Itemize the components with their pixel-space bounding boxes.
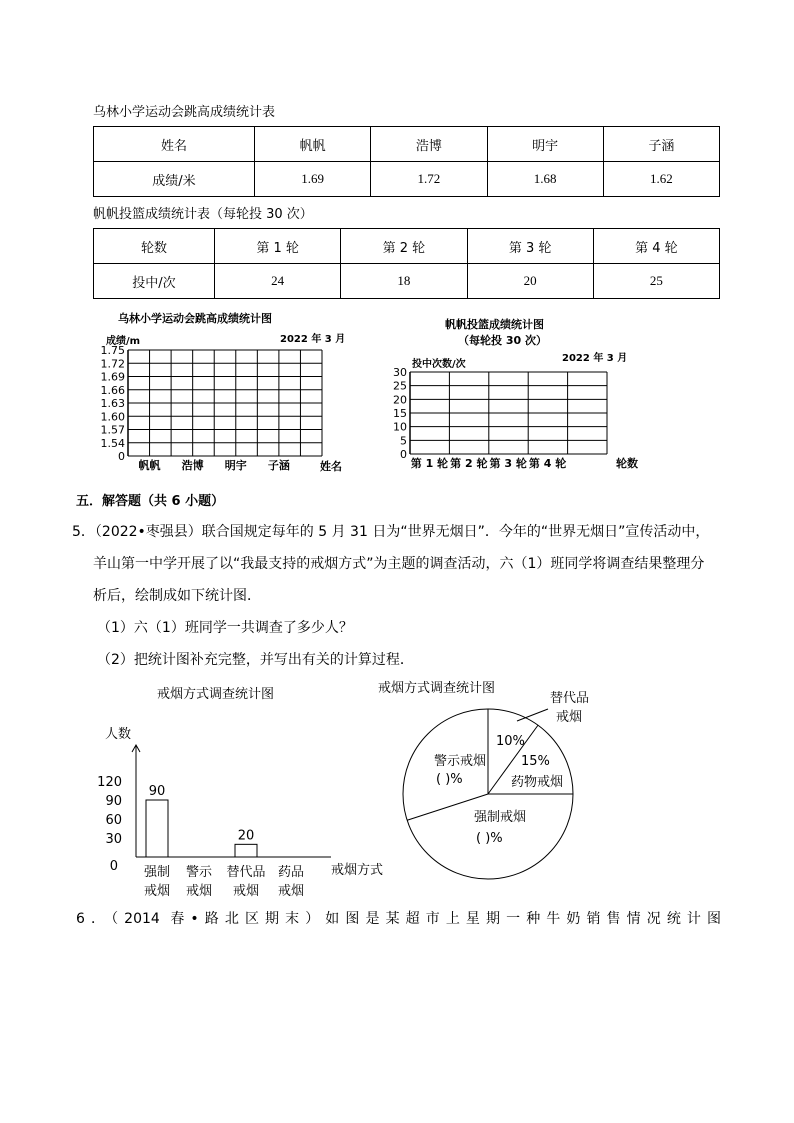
- smoking-bar-chart: [95, 680, 395, 900]
- y-tick-label: 5: [400, 434, 407, 448]
- x-tick-label: 浩博: [181, 459, 204, 472]
- jump-line-chart: [90, 305, 370, 475]
- pie-slice-name: 替代品: [550, 691, 590, 706]
- x-tick-label: 戒烟: [277, 884, 305, 899]
- chart-subtitle: （每轮投 30 次）: [458, 334, 547, 347]
- x-tick-label: 第 4 轮: [528, 457, 567, 470]
- shooting-line-chart: [390, 312, 650, 477]
- y-tick-label: 1.69: [100, 370, 125, 384]
- bar: [235, 844, 257, 857]
- y-tick-label: 25: [393, 379, 407, 393]
- x-tick-label: 警示: [185, 865, 213, 880]
- y-tick-label: 30: [105, 832, 122, 847]
- y-axis-label: 人数: [105, 727, 132, 742]
- y-tick-label: 1.75: [100, 344, 125, 357]
- y-tick-label: 1.54: [100, 436, 125, 450]
- y-tick-label: 1.63: [100, 397, 125, 410]
- y-tick-label: 1.60: [100, 410, 125, 424]
- chart-grid: [128, 350, 322, 456]
- table-cell: 24: [215, 264, 341, 299]
- q5-sub2: （2）把统计图补充完整，并写出有关的计算过程．: [97, 652, 414, 668]
- table-header-cell: 轮数: [94, 229, 215, 264]
- x-tick-label: 明宇: [224, 459, 247, 472]
- x-tick-label: 第 2 轮: [450, 457, 488, 470]
- chart-date: 2022 年 3 月: [562, 353, 628, 364]
- y-tick-label: 1.57: [100, 423, 125, 437]
- y-tick-label: 30: [393, 366, 407, 379]
- table-row: [94, 229, 720, 264]
- bar-value-label: 90: [148, 784, 166, 799]
- chart-grid: [410, 372, 607, 454]
- table2-caption: 帆帆投篮成绩统计表（每轮投 30 次）: [93, 207, 313, 222]
- x-tick-label: 戒烟: [232, 884, 260, 899]
- pie-chart: [403, 709, 573, 879]
- table1-caption: 乌林小学运动会跳高成绩统计表: [93, 105, 276, 120]
- bar: [146, 800, 168, 857]
- smoking-pie-chart: [378, 676, 600, 886]
- y-tick-label: 0: [118, 450, 125, 463]
- jump-score-table: [93, 126, 720, 197]
- y-tick-label: 1.66: [100, 383, 125, 397]
- leader-line: [517, 709, 548, 721]
- table-header-cell: 浩博: [371, 127, 487, 162]
- chart-title: 戒烟方式调查统计图: [378, 681, 496, 696]
- y-tick-label: 90: [105, 794, 122, 809]
- table-cell: 1.69: [255, 162, 371, 197]
- x-tick-label: 强制: [143, 865, 171, 880]
- x-tick-label: 戒烟: [143, 884, 171, 899]
- table-header-cell: 第 1 轮: [215, 229, 341, 264]
- pie-slice-name: 药物戒烟: [511, 775, 564, 790]
- x-tick-label: 戒烟: [185, 884, 213, 899]
- x-tick-label: 替代品: [226, 865, 266, 880]
- pie-slice-name: 警示戒烟: [434, 754, 487, 769]
- chart-title: 戒烟方式调查统计图: [157, 687, 275, 702]
- table-cell: 1.62: [603, 162, 719, 197]
- table-cell: 1.72: [371, 162, 487, 197]
- table-header-cell: 帆帆: [255, 127, 371, 162]
- table-header-cell: 第 4 轮: [593, 229, 719, 264]
- y-tick-label: 10: [393, 420, 407, 434]
- y-tick-label: 60: [105, 813, 122, 828]
- table-row-label: 投中/次: [94, 264, 215, 299]
- table-cell: 20: [467, 264, 593, 299]
- q6-line1: 6．（2014 春•路北区期末）如图是某超市上星期一种牛奶销售情况统计图: [76, 911, 721, 927]
- y-axis-label: 投中次数/次: [412, 359, 466, 370]
- table-cell: 18: [341, 264, 467, 299]
- q5-sub1: （1）六（1）班同学一共调查了多少人？: [97, 620, 353, 636]
- table-row: [94, 162, 720, 197]
- y-tick-label: 20: [393, 393, 407, 407]
- pie-slice-percent: 10%: [496, 734, 525, 749]
- table-row: [94, 127, 720, 162]
- section-title: 五．解答题（共 6 小题）: [76, 494, 225, 509]
- pie-slice-name: 戒烟: [556, 710, 583, 725]
- x-axis-label: 戒烟方式: [331, 863, 384, 878]
- pie-slice-percent: 15%: [521, 754, 550, 769]
- pie-slice-percent: ( )%: [436, 772, 463, 787]
- x-tick-label: 帆帆: [138, 459, 161, 472]
- pie-slice-name: 强制戒烟: [474, 810, 527, 825]
- chart-title: 帆帆投篮成绩统计图: [445, 318, 544, 331]
- table-header-cell: 第 2 轮: [341, 229, 467, 264]
- table-header-cell: 姓名: [94, 127, 255, 162]
- y-tick-label: 15: [393, 407, 407, 420]
- x-axis-label: 姓名: [320, 460, 342, 473]
- y-tick-label: 120: [97, 775, 122, 790]
- chart-title: 乌林小学运动会跳高成绩统计图: [118, 312, 272, 325]
- q5-line1: 5．（2022•枣强县）联合国规定每年的 5 月 31 日为“世界无烟日”．今年的“世界无烟日”宣传活动中，: [72, 524, 710, 540]
- pie-slice-percent: ( )%: [476, 831, 503, 846]
- y-tick-label: 0: [109, 859, 118, 874]
- bar-value-label: 20: [237, 828, 255, 844]
- chart-date: 2022 年 3 月: [280, 334, 346, 345]
- table-cell: 25: [593, 264, 719, 299]
- table-header-cell: 明宇: [487, 127, 603, 162]
- y-tick-label: 1.72: [100, 357, 125, 371]
- table-cell: 1.68: [487, 162, 603, 197]
- x-tick-label: 药品: [277, 865, 305, 880]
- x-tick-label: 第 3 轮: [489, 457, 527, 470]
- y-axis-label: 成绩/m: [106, 336, 141, 347]
- table-row: [94, 264, 720, 299]
- q5-line2: 羊山第一中学开展了以“我最支持的戒烟方式”为主题的调查活动，六（1）班同学将调查结果整理分: [93, 556, 705, 572]
- table-header-cell: 子涵: [603, 127, 719, 162]
- table-header-cell: 第 3 轮: [467, 229, 593, 264]
- x-tick-label: 第 1 轮: [410, 457, 449, 470]
- y-tick-label: 0: [400, 448, 407, 461]
- x-tick-label: 子涵: [267, 459, 290, 472]
- q5-line3: 析后，绘制成如下统计图．: [93, 588, 261, 604]
- shooting-score-table: [93, 228, 720, 299]
- table-row-label: 成绩/米: [94, 162, 255, 197]
- x-axis-label: 轮数: [616, 457, 638, 470]
